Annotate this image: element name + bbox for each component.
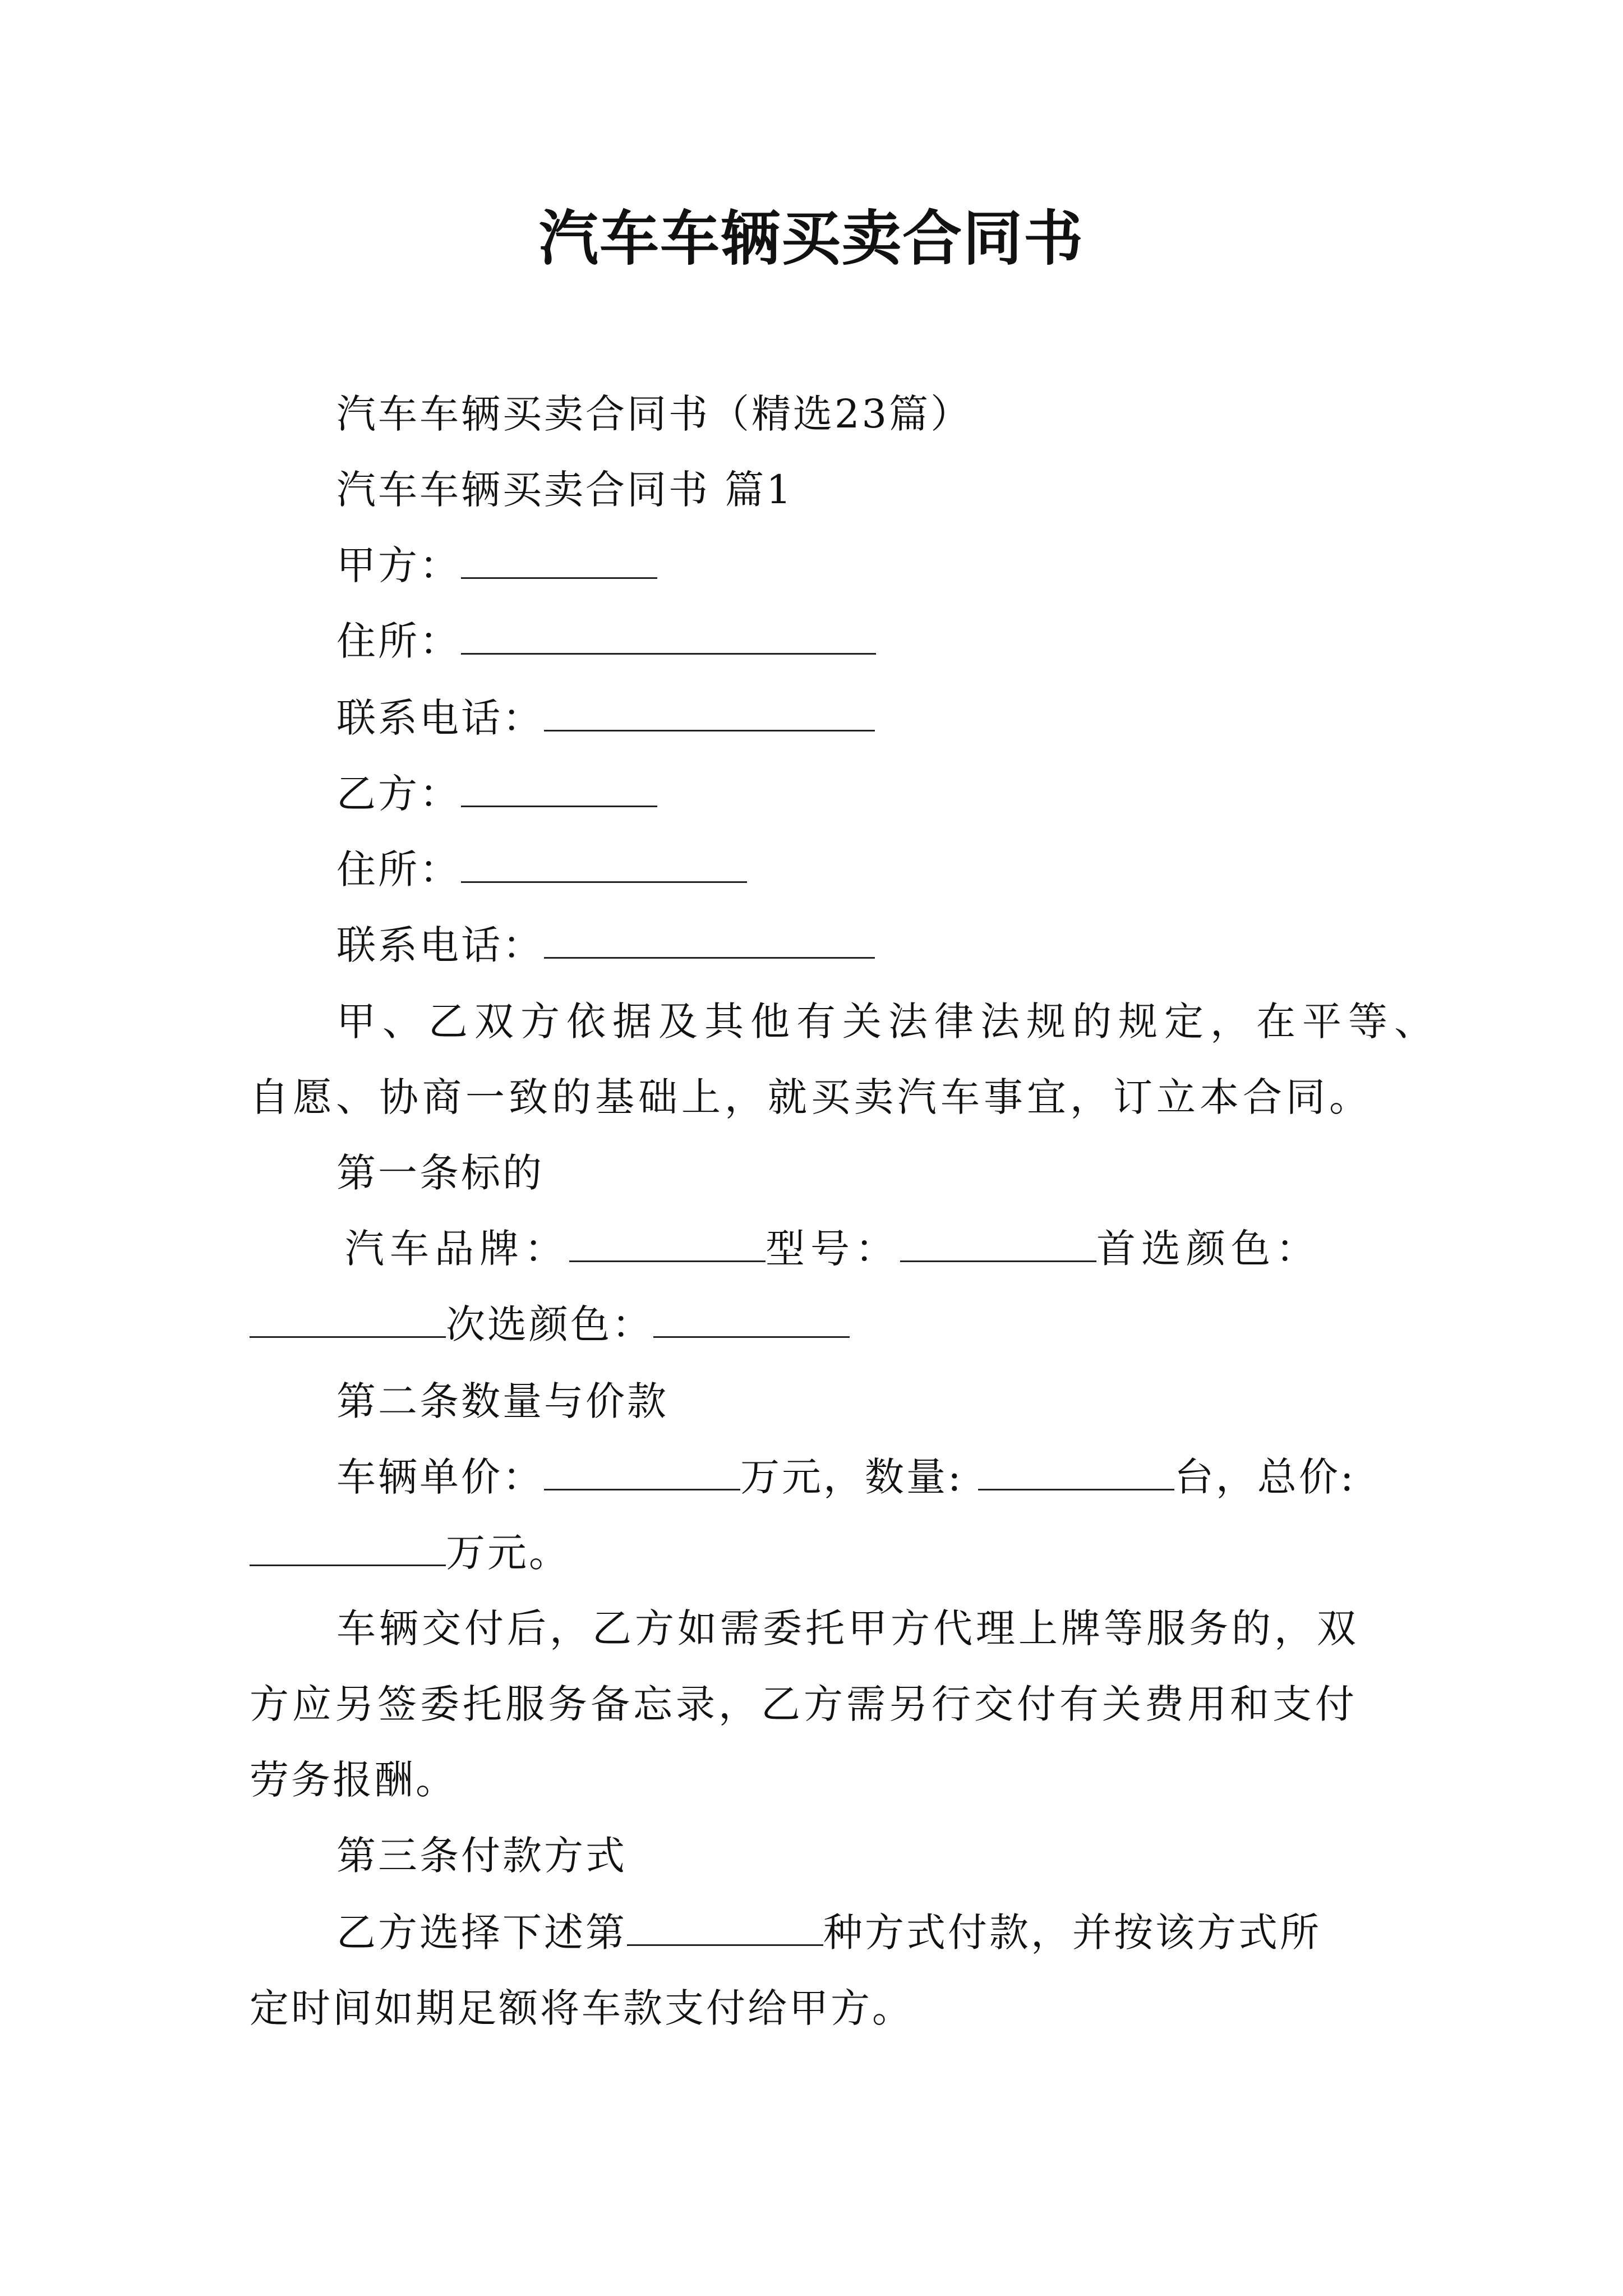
party-b-blank xyxy=(461,772,657,807)
party-a-line xyxy=(336,539,657,592)
party-a-label: 甲方： xyxy=(336,542,461,588)
brand-blank xyxy=(569,1227,766,1262)
party-a-address-line xyxy=(336,614,876,668)
service-line-1: 车辆交付后，乙方如需委托甲方代理上牌等服务的，双 xyxy=(336,1605,1359,1651)
article3-line-2: 定时间如期足额将车款支付给甲方。 xyxy=(250,1985,914,2031)
quantity-blank xyxy=(978,1455,1174,1490)
service-line-3: 劳务报酬。 xyxy=(250,1757,457,1803)
article3-heading: 第三条付款方式 xyxy=(336,1833,627,1879)
model-blank xyxy=(900,1227,1096,1262)
party-b-line xyxy=(336,767,657,821)
first-color-blank xyxy=(250,1303,446,1338)
party-b-phone-label: 联系电话： xyxy=(336,922,544,968)
total-unit: 万元。 xyxy=(446,1530,570,1576)
party-a-phone-blank xyxy=(544,696,875,731)
document-title: 汽车车辆买卖合同书 xyxy=(539,203,1084,273)
payment-method-blank xyxy=(627,1911,823,1946)
article3-line1-prefix: 乙方选择下述第 xyxy=(336,1910,627,1955)
party-a-phone-label: 联系电话： xyxy=(336,695,544,741)
document-subtitle: 汽车车辆买卖合同书（精选23篇） xyxy=(336,391,972,437)
party-b-phone-blank xyxy=(544,923,875,959)
article2-heading: 第二条数量与价款 xyxy=(336,1378,668,1424)
second-color-blank xyxy=(653,1303,850,1338)
party-b-address-blank xyxy=(461,848,747,883)
article1-brand-line xyxy=(345,1222,1321,1276)
section-heading: 汽车车辆买卖合同书 篇1 xyxy=(336,467,794,513)
article1-second-color-line xyxy=(250,1297,850,1351)
party-b-address-line xyxy=(336,843,747,896)
article3-line-1 xyxy=(336,1906,1321,1959)
unit-price-label: 车辆单价： xyxy=(336,1454,544,1500)
first-color-label: 首选颜色： xyxy=(1096,1226,1321,1272)
article2-price-line xyxy=(336,1450,1355,1504)
party-b-phone-line xyxy=(336,918,875,972)
intro-line-2: 自愿、协商一致的基础上，就买卖汽车事宜，订立本合同。 xyxy=(250,1074,1372,1120)
service-line-2: 方应另签委托服务备忘录，乙方需另行交付有关费用和支付 xyxy=(250,1681,1358,1727)
party-a-address-label: 住所： xyxy=(336,618,461,664)
article3-line1-suffix: 种方式付款，并按该方式所 xyxy=(823,1910,1321,1955)
quantity-unit: 台，总价: xyxy=(1174,1454,1356,1500)
party-b-label: 乙方： xyxy=(336,771,461,817)
total-price-blank xyxy=(250,1531,446,1566)
intro-line-1: 甲、乙双方依据及其他有关法律法规的规定，在平等、 xyxy=(336,999,1440,1045)
party-a-address-blank xyxy=(461,619,876,655)
article2-total-line xyxy=(250,1526,570,1580)
party-b-address-label: 住所： xyxy=(336,846,461,892)
party-a-phone-line xyxy=(336,691,875,745)
model-label: 型号： xyxy=(766,1226,900,1272)
article1-heading: 第一条标的 xyxy=(336,1150,544,1196)
unit-price-blank xyxy=(544,1455,740,1490)
unit-price-unit: 万元，数量: xyxy=(740,1454,963,1500)
party-a-blank xyxy=(461,544,657,579)
second-color-label: 次选颜色： xyxy=(446,1301,653,1347)
brand-label: 汽车品牌： xyxy=(345,1226,569,1272)
